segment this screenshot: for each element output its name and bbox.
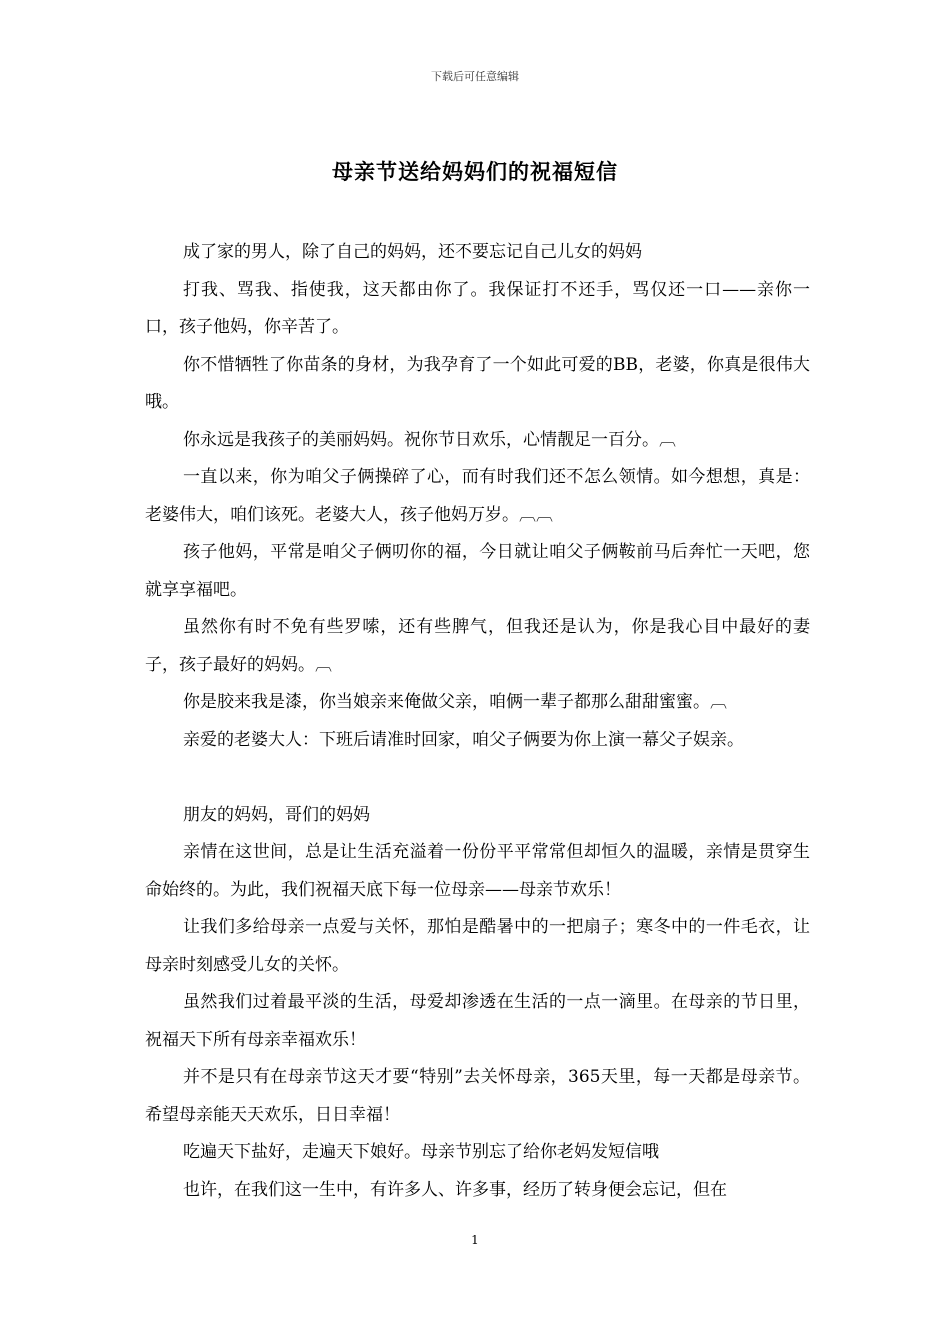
paragraph: 一直以来，你为咱父子俩操碎了心，而有时我们还不怎么领情。如今想想，真是：老婆伟大，咱们该死。老婆大人，孩子他妈万岁。︹︹: [145, 467, 810, 525]
paragraph: 亲爱的老婆大人：下班后请准时回家，咱父子俩要为你上演一幕父子娱亲。: [183, 729, 744, 750]
paragraph: 你永远是我孩子的美丽妈妈。祝你节日欢乐，心情靓足一百分。︹: [183, 429, 676, 450]
paragraph: 吃遍天下盐好，走遍天下娘好。母亲节别忘了给你老妈发短信哦: [183, 1142, 659, 1162]
paragraph: 打我、骂我、指使我，这天都由你了。我保证打不还手，骂仅还一口——亲你一口，孩子他妈，你辛苦了。: [145, 279, 810, 337]
page-number: 1: [471, 1233, 479, 1247]
paragraph: 并不是只有在母亲节这天才要“特别”去关怀母亲，365天里，每一天都是母亲节。希望母亲能天天欢乐，日日幸福！: [145, 1067, 810, 1125]
paragraph: 虽然我们过着最平淡的生活，母爱却渗透在生活的一点一滴里。在母亲的节日里，祝福天下所有母亲幸福欢乐！: [145, 992, 810, 1050]
header-note: 下载后可任意编辑: [431, 70, 519, 83]
paragraph: 你不惜牺牲了你苗条的身材，为我孕育了一个如此可爱的BB，老婆，你真是很伟大哦。: [145, 354, 810, 412]
paragraph: 也许，在我们这一生中，有许多人、许多事，经历了转身便会忘记，但在: [183, 1179, 727, 1200]
paragraph: 让我们多给母亲一点爱与关怀，那怕是酷暑中的一把扇子；寒冬中的一件毛衣，让母亲时刻感受儿女的关怀。: [145, 917, 810, 975]
section-heading: 朋友的妈妈，哥们的妈妈: [183, 804, 370, 825]
paragraph: 你是胶来我是漆，你当娘亲来俺做父亲，咱俩一辈子都那么甜甜蜜蜜。︹: [183, 692, 727, 712]
document-body: [145, 234, 810, 1209]
paragraph: 孩子他妈，平常是咱父子俩叨你的福，今日就让咱父子俩鞍前马后奔忙一天吧，您就享享福吧。: [145, 542, 810, 600]
section-spacer: [145, 759, 810, 797]
paragraph: 亲情在这世间，总是让生活充溢着一份份平平常常但却恒久的温暖，亲情是贯穿生命始终的。为此，我们祝福天底下每一位母亲——母亲节欢乐！: [145, 842, 810, 900]
paragraph: 虽然你有时不免有些罗嗦，还有些脾气，但我还是认为，你是我心目中最好的妻子，孩子最好的妈妈。︹: [145, 617, 810, 675]
document-title: 母亲节送给妈妈们的祝福短信: [332, 160, 618, 184]
paragraph: 成了家的男人，除了自己的妈妈，还不要忘记自己儿女的妈妈: [183, 242, 642, 262]
